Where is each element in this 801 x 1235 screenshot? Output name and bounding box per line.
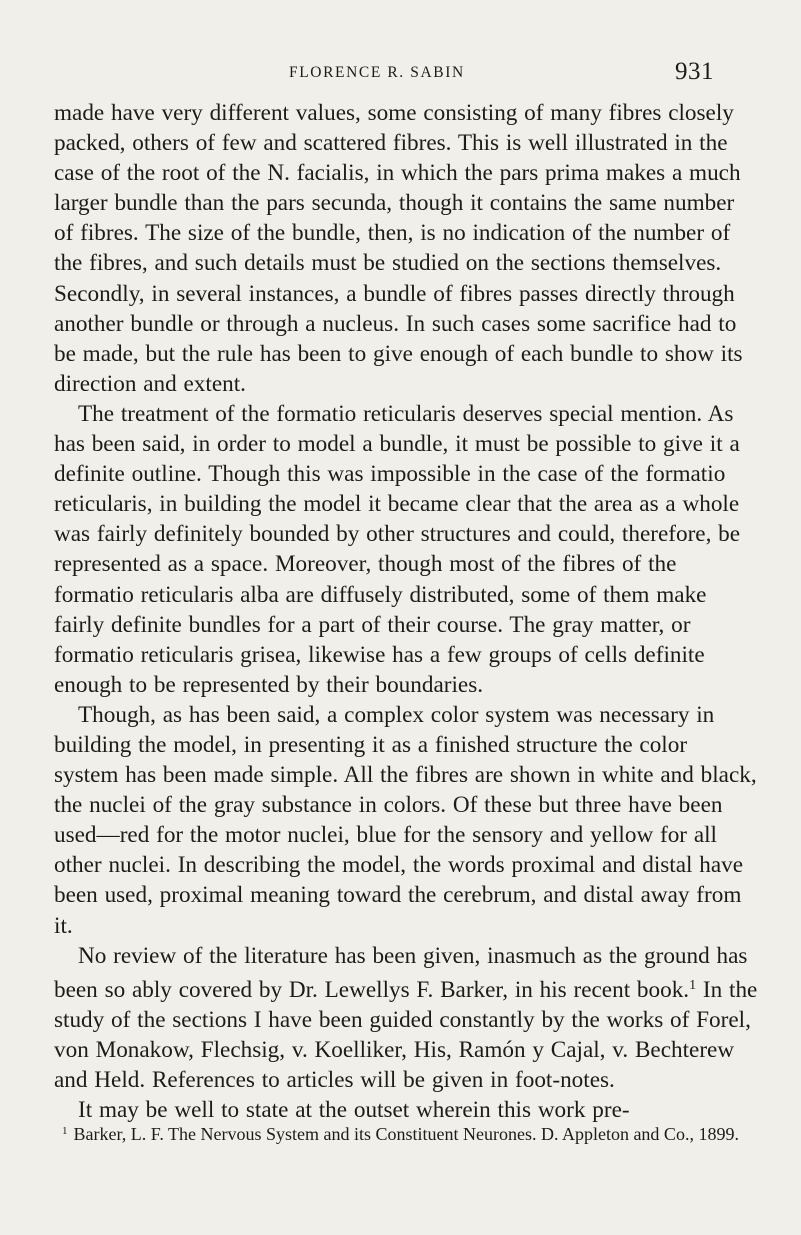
footnote-mark: 1 <box>62 1125 68 1137</box>
page-header <box>0 58 801 98</box>
running-head: FLORENCE R. SABIN <box>289 64 465 81</box>
paragraph: Though, as has been said, a complex color system was necessary in building the model, in presenting it as a finished structure the color system has been made simple. All the fibres are shown in white and black, the nuclei of the gray substance in colors. Of these but three have been used—red for the motor nuclei, blue for the sensory and yellow for all other nuclei. In describing the model, the words proximal and distal have been used, proximal meaning toward the cerebrum, and distal away from it. <box>54 701 757 939</box>
paragraph <box>54 941 758 1095</box>
page-number: 931 <box>675 58 714 85</box>
paragraph-text-continued: In the study of the sections I have been guided constantly by the works of Forel, von Monakow, Flechsig, v. Koelliker, His, Ramón y Cajal, v. Bechterew and Held. References to articles will be given in foot-notes. <box>54 976 758 1093</box>
paragraph-text: No review of the literature has been given, inasmuch as the ground has been so ably covered by Dr. Lewellys F. Barker, in his recent book. <box>54 942 748 1003</box>
paragraph: It may be well to state at the outset wherein this work pre- <box>78 1097 630 1124</box>
paragraph: made have very different values, some consisting of many fibres closely packed, others of few and scattered fibres. This is well illustrated in the case of the root of the N. facialis, in which the pars prima makes a much larger bundle than the pars secunda, though it contains the same number of fibres. The size of the bundle, then, is no indication of the number of the fibres, and such details must be studied on the sections themselves. Secondly, in several instances, a bundle of fibres passes directly through another bundle or through a nucleus. In such cases some sacrifice had to be made, but the rule has been to give enough of each bundle to show its direction and extent. <box>54 100 743 397</box>
footnote-text: Barker, L. F. The Nervous System and its Constituent Neurones. D. Appleton and Co., 1899. <box>73 1124 739 1144</box>
paragraph: The treatment of the formatio reticularis deserves special mention. As has been said, in order to model a bundle, it must be possible to give it a definite outline. Though this was impossible in the case of the formatio reticularis, in building the model it became clear that the area as a whole was fairly definitely bounded by other structures and could, therefore, be represented as a space. Moreover, though most of the fibres of the formatio reticularis alba are diffusely distributed, some of them make fairly definite bundles for a part of their course. The gray matter, or formatio reticularis grisea, likewise has a few groups of cells definite enough to be represented by their boundaries. <box>54 400 741 698</box>
footnote <box>54 1120 758 1146</box>
footnote-reference[interactable]: 1 <box>689 977 697 993</box>
body-text <box>54 98 758 1125</box>
